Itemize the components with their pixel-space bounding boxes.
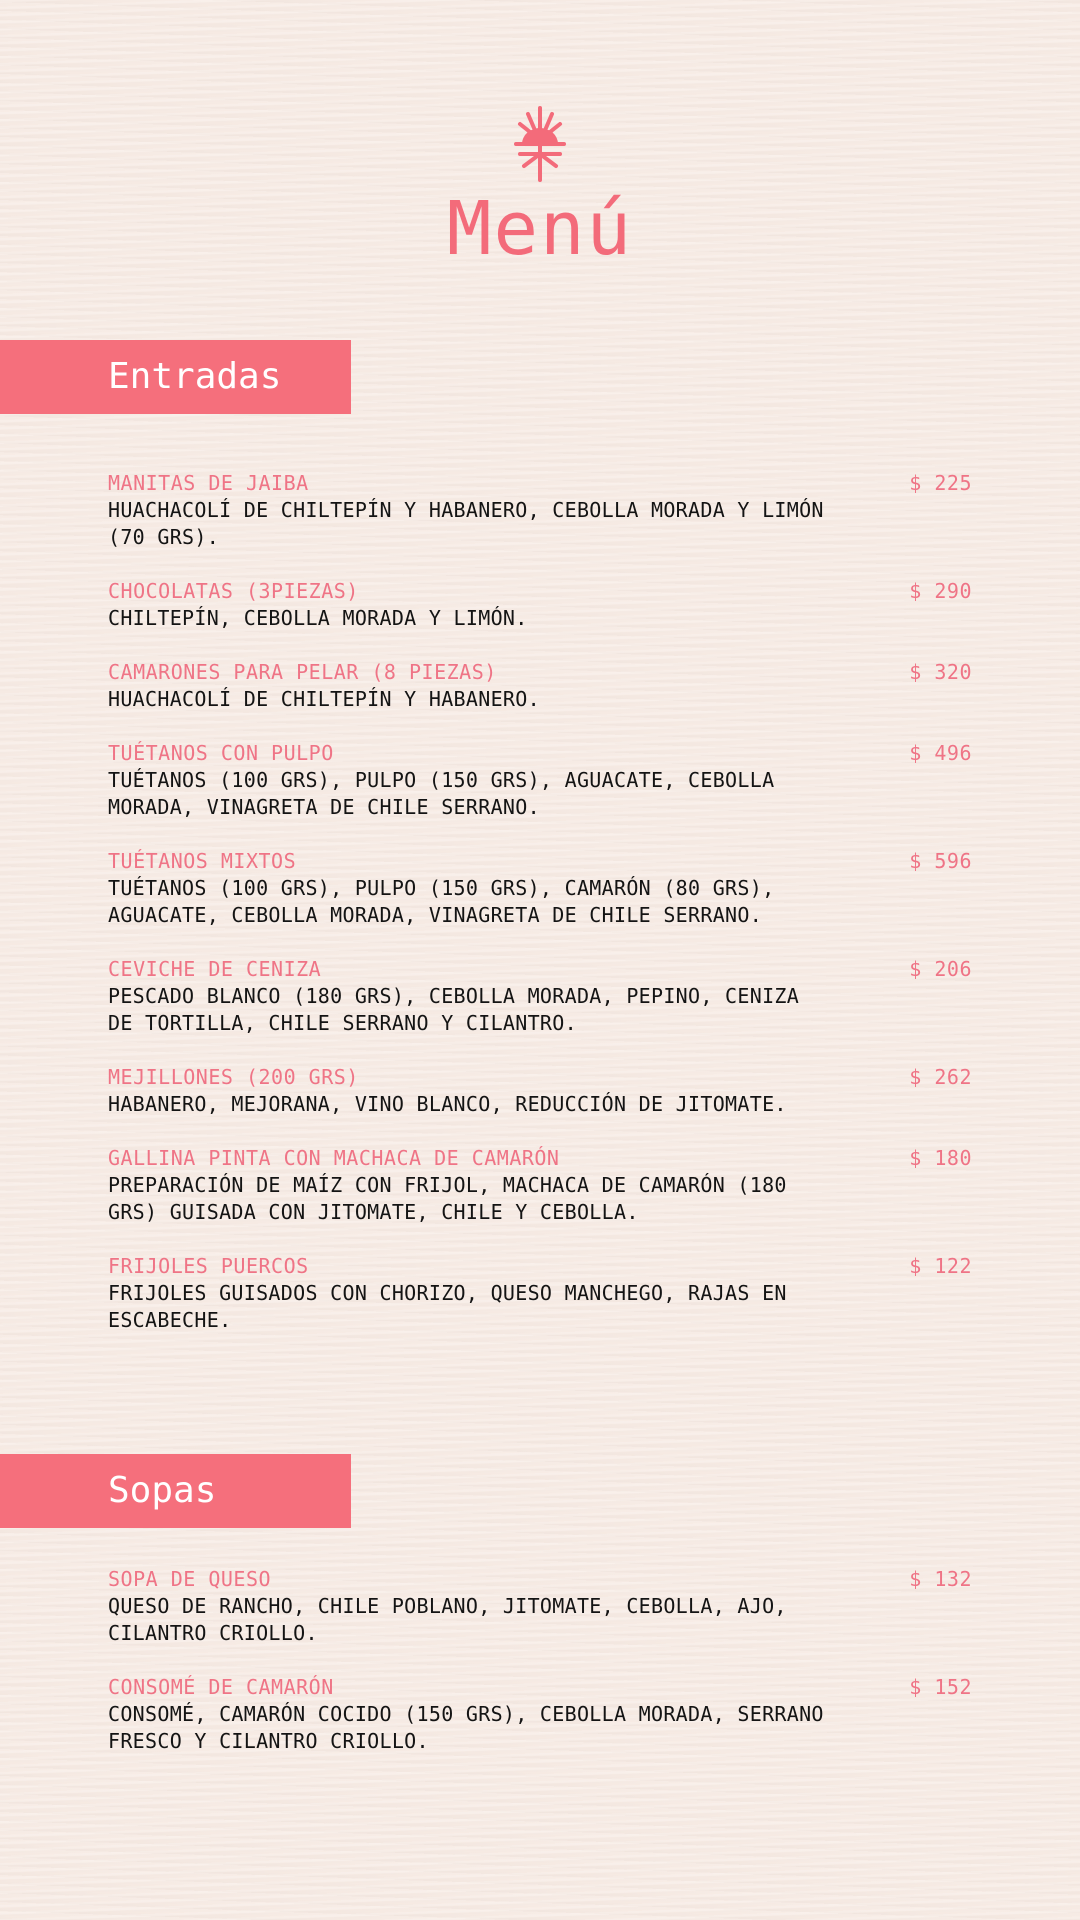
menu-item bbox=[108, 848, 972, 929]
item-price: $ 262 bbox=[909, 1065, 972, 1089]
item-price: $ 596 bbox=[909, 849, 972, 873]
menu-item bbox=[108, 659, 972, 713]
item-name: GALLINA PINTA CON MACHACA DE CAMARÓN bbox=[108, 1146, 560, 1170]
item-description: HUACHACOLÍ DE CHILTEPÍN Y HABANERO. bbox=[108, 687, 540, 711]
item-description: PESCADO BLANCO (180 GRS), CEBOLLA MORADA, PEPINO, CENIZA DE TORTILLA, CHILE SERRANO Y CILANTRO. bbox=[108, 984, 800, 1035]
section-header-sopas: Sopas bbox=[0, 1454, 351, 1528]
item-description: TUÉTANOS (100 GRS), PULPO (150 GRS), CAMARÓN (80 GRS), AGUACATE, CEBOLLA MORADA, VINAGRETA DE CHILE SERRANO. bbox=[108, 876, 775, 927]
item-description: FRIJOLES GUISADOS CON CHORIZO, QUESO MANCHEGO, RAJAS EN ESCABECHE. bbox=[108, 1281, 787, 1332]
item-price: $ 290 bbox=[909, 579, 972, 603]
item-price: $ 152 bbox=[909, 1675, 972, 1699]
item-price: $ 496 bbox=[909, 741, 972, 765]
menu-item bbox=[108, 1566, 972, 1647]
item-price: $ 180 bbox=[909, 1146, 972, 1170]
menu-item bbox=[108, 1064, 972, 1118]
item-description: HABANERO, MEJORANA, VINO BLANCO, REDUCCIÓN DE JITOMATE. bbox=[108, 1092, 787, 1116]
item-name: FRIJOLES PUERCOS bbox=[108, 1254, 309, 1278]
menu-item bbox=[108, 470, 972, 551]
menu-item bbox=[108, 1253, 972, 1334]
item-description: CONSOMÉ, CAMARÓN COCIDO (150 GRS), CEBOLLA MORADA, SERRANO FRESCO Y CILANTRO CRIOLLO. bbox=[108, 1702, 824, 1753]
menu-item bbox=[108, 1674, 972, 1755]
item-price: $ 206 bbox=[909, 957, 972, 981]
menu-item bbox=[108, 740, 972, 821]
item-name: CEVICHE DE CENIZA bbox=[108, 957, 322, 981]
section-header-entradas: Entradas bbox=[0, 340, 351, 414]
item-price: $ 132 bbox=[909, 1567, 972, 1591]
menu-item bbox=[108, 956, 972, 1037]
item-name: TUÉTANOS MIXTOS bbox=[108, 849, 297, 873]
item-name: TUÉTANOS CON PULPO bbox=[108, 741, 334, 765]
item-name: CHOCOLATAS (3PIEZAS) bbox=[108, 579, 359, 603]
item-description: TUÉTANOS (100 GRS), PULPO (150 GRS), AGUACATE, CEBOLLA MORADA, VINAGRETA DE CHILE SERRANO. bbox=[108, 768, 775, 819]
item-price: $ 320 bbox=[909, 660, 972, 684]
section-items-entradas bbox=[108, 470, 972, 1361]
sun-star-icon bbox=[510, 104, 570, 184]
item-description: CHILTEPÍN, CEBOLLA MORADA Y LIMÓN. bbox=[108, 606, 528, 630]
item-description: HUACHACOLÍ DE CHILTEPÍN Y HABANERO, CEBOLLA MORADA Y LIMÓN (70 GRS). bbox=[108, 498, 824, 549]
page-title: Menú bbox=[446, 186, 634, 272]
item-name: CONSOMÉ DE CAMARÓN bbox=[108, 1675, 334, 1699]
item-description: PREPARACIÓN DE MAÍZ CON FRIJOL, MACHACA DE CAMARÓN (180 GRS) GUISADA CON JITOMATE, CHILE Y CEBOLLA. bbox=[108, 1173, 787, 1224]
item-price: $ 225 bbox=[909, 471, 972, 495]
item-name: SOPA DE QUESO bbox=[108, 1567, 272, 1591]
item-name: CAMARONES PARA PELAR (8 PIEZAS) bbox=[108, 660, 497, 684]
section-items-sopas bbox=[108, 1566, 972, 1782]
menu-item bbox=[108, 578, 972, 632]
item-price: $ 122 bbox=[909, 1254, 972, 1278]
item-description: QUESO DE RANCHO, CHILE POBLANO, JITOMATE, CEBOLLA, AJO, CILANTRO CRIOLLO. bbox=[108, 1594, 787, 1645]
item-name: MEJILLONES (200 GRS) bbox=[108, 1065, 359, 1089]
item-name: MANITAS DE JAIBA bbox=[108, 471, 309, 495]
menu-item bbox=[108, 1145, 972, 1226]
